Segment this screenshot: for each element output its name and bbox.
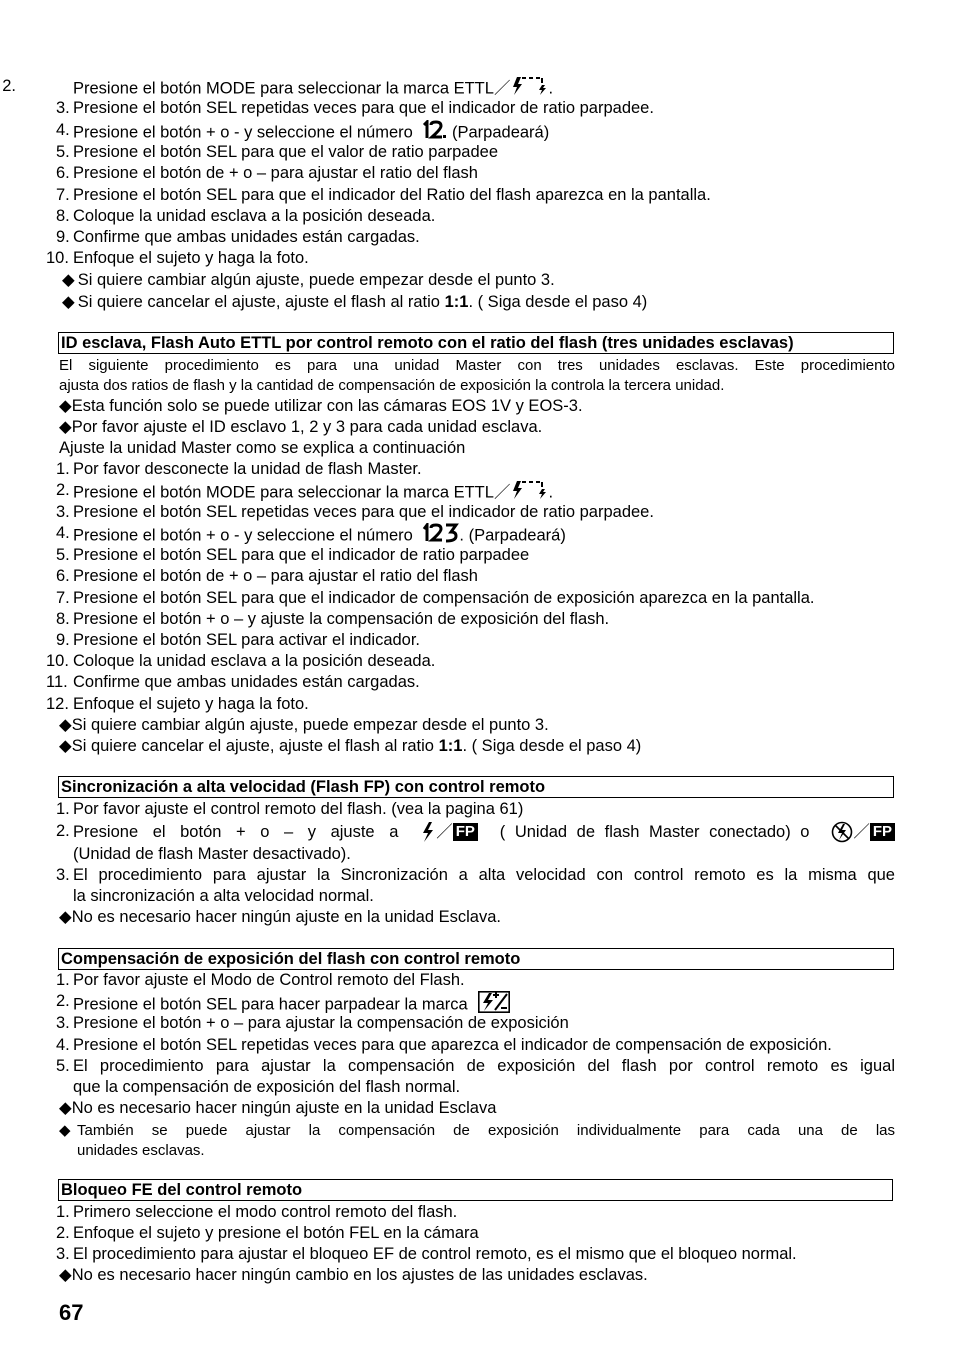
lead-text: Ajuste la unidad Master como se explica a continuación	[59, 439, 466, 457]
flash-fp-icon: ／ FP	[420, 821, 478, 843]
bullet-item: ◆No es necesario hacer ningún ajuste en la unidad Esclava	[59, 1099, 497, 1117]
diamond-bullet-icon: ◆	[62, 271, 75, 289]
bullet-item: ◆Por favor ajuste el ID esclavo 1, 2 y 3 para cada unidad esclava.	[59, 418, 543, 436]
section-heading: Sincronización a alta velocidad (Flash FP) con control remoto	[58, 776, 894, 798]
diamond-bullet-icon: ◆	[59, 737, 72, 755]
bullet-item: ◆Esta función solo se puede utilizar con las cámaras EOS 1V y EOS-3.	[59, 397, 583, 415]
step-text: Presione el botón MODE para seleccionar la marca ETTL	[73, 79, 494, 98]
bullet-item: ◆No es necesario hacer ningún ajuste en la unidad Esclava.	[59, 908, 501, 926]
section-heading: Bloqueo FE del control remoto	[58, 1179, 893, 1201]
list-item-continued: que la compensación de exposición del flash normal.	[73, 1078, 461, 1096]
bullet-item-continued: unidades esclavas.	[77, 1142, 205, 1159]
bullet-item: ◆No es necesario hacer ningún cambio en los ajustes de las unidades esclavas.	[59, 1266, 648, 1284]
list-item-continued: (Unidad de flash Master desactivado).	[73, 845, 351, 863]
diamond-bullet-icon: ◆	[59, 1122, 71, 1139]
intro-text: El siguiente procedimiento es para una unidad Master con tres unidades esclavas. Este procedimiento	[59, 357, 895, 374]
diamond-bullet-icon: ◆	[59, 1099, 72, 1117]
note-item: ◆ Si quiere cancelar el ajuste, ajuste el flash al ratio 1:1. ( Siga desde el paso 4)	[62, 293, 648, 311]
note-item: ◆Si quiere cancelar el ajuste, ajuste el flash al ratio 1:1. ( Siga desde el paso 4)	[59, 737, 642, 755]
note-item: ◆Si quiere cambiar algún ajuste, puede empezar desde el punto 3.	[59, 716, 549, 734]
section-heading: Compensación de exposición del flash con control remoto	[58, 948, 894, 970]
diamond-bullet-icon: ◆	[59, 716, 72, 734]
diamond-bullet-icon: ◆	[59, 418, 72, 436]
diamond-bullet-icon: ◆	[59, 1266, 72, 1284]
slash-glyph: ／	[493, 79, 511, 98]
list-item-continued: la sincronización a alta velocidad normal.	[73, 887, 374, 905]
note-item: ◆ Si quiere cambiar algún ajuste, puede empezar desde el punto 3.	[62, 271, 555, 289]
diamond-bullet-icon: ◆	[62, 293, 75, 311]
intro-text: ajusta dos ratios de flash y la cantidad de compensación de exposición la controla la tercera unidad.	[59, 377, 725, 394]
flash-off-fp-icon: ／ FP	[831, 821, 895, 843]
page-number: 67	[59, 1300, 84, 1325]
diamond-bullet-icon: ◆	[59, 397, 72, 415]
section-heading: ID esclava, Flash Auto ETTL por control remoto con el ratio del flash (tres unidades esclavas)	[58, 332, 894, 354]
diamond-bullet-icon: ◆	[59, 908, 72, 926]
